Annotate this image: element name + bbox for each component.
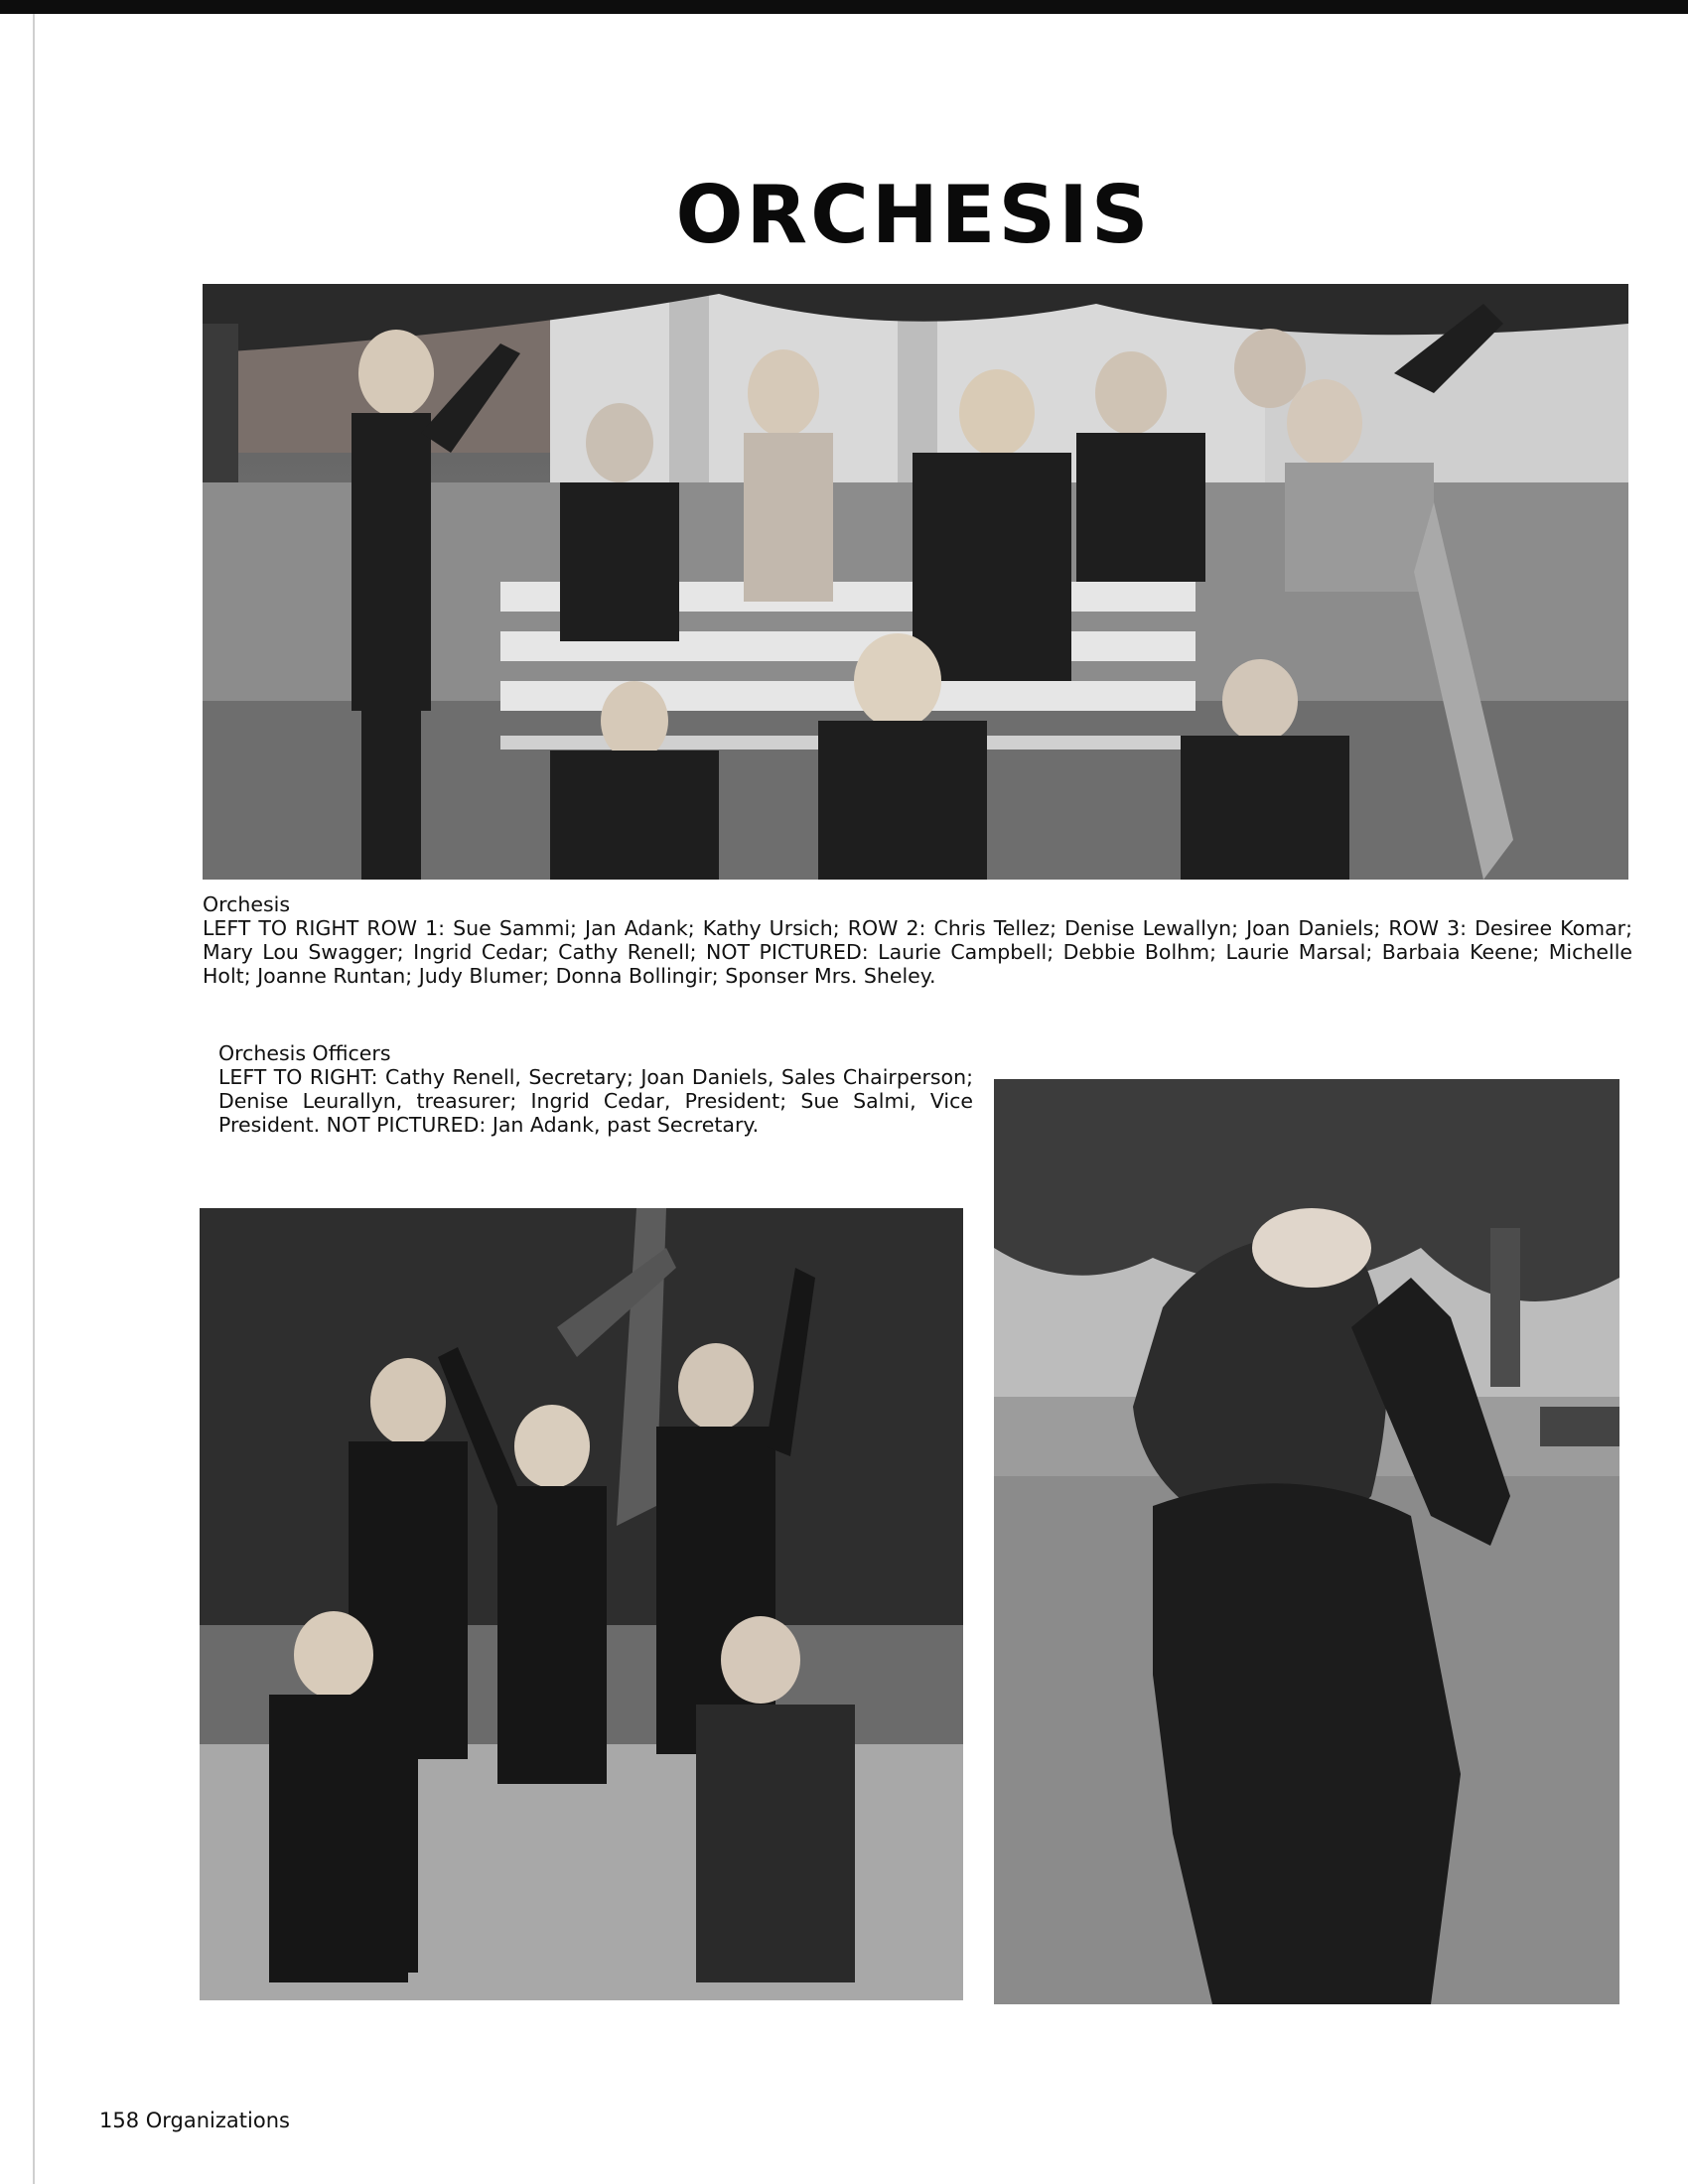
- solo-dancer-photo: [994, 1079, 1619, 2004]
- page-folio: 158 Organizations: [99, 2109, 290, 2132]
- page-edge-rule: [33, 14, 35, 2184]
- officers-photo-caption: [218, 1041, 973, 1137]
- group-photo: [203, 284, 1628, 880]
- group-photo-caption: [203, 892, 1632, 988]
- officers-caption-title: Orchesis Officers: [218, 1041, 391, 1065]
- officers-photo: [200, 1208, 963, 2000]
- group-caption-title: Orchesis: [203, 892, 291, 916]
- officers-caption-body: LEFT TO RIGHT: Cathy Renell, Secretary; Joan Daniels, Sales Chairperson; Denise Leurallyn, treasurer; Ingrid Cedar, President; Sue Salmi, Vice President. NOT PICTURED: Jan Adank, past Secretary.: [218, 1065, 973, 1137]
- scan-top-band: [0, 0, 1688, 14]
- page-title: ORCHESIS: [675, 169, 1152, 261]
- group-caption-body: LEFT TO RIGHT ROW 1: Sue Sammi; Jan Adank; Kathy Ursich; ROW 2: Chris Tellez; Denise Lewallyn; Joan Daniels; ROW 3: Desiree Komar; Mary Lou Swagger; Ingrid Cedar; Cathy Renell; NOT PICTURED: Laurie Campbell; Debbie Bolhm; Laurie Marsal; Barbaia Keene; Michelle Holt; Joanne Runtan; Judy Blumer; Donna Bollingir; Sponser Mrs. Sheley.: [203, 916, 1632, 988]
